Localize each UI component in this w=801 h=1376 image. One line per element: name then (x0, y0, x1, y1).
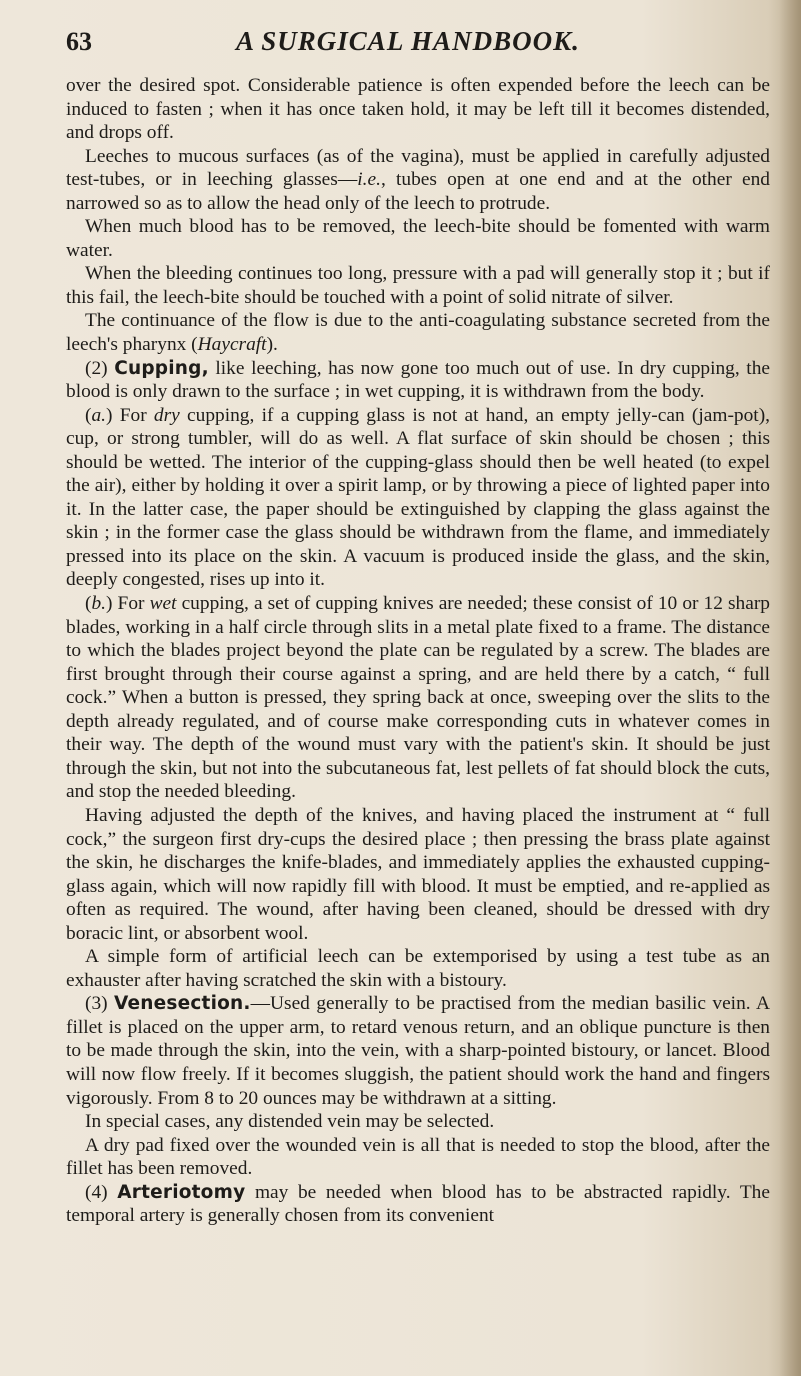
paragraph (66, 1134, 770, 1181)
paragraph (66, 592, 770, 804)
section-heading: Arteriotomy (117, 1181, 246, 1203)
text-run: ( (85, 593, 92, 615)
paragraph (66, 309, 770, 356)
paragraph (66, 262, 770, 309)
text-run: cupping, if a cupping glass is not at hand, an empty jelly-can (jam-pot), cup, or strong tumbler, will do as well. A flat surface of skin should be chosen ; this should be wetted. The interior of the cupping-glass should then be well heated (to expel the air), either by holding it over a spirit lamp, or by throwing a piece of lighted paper into it. In the latter case, the paper should be extinguished by clapping the glass against the skin ; in the former case the glass should be withdrawn from the flame, and immediately pressed into its place on the skin. A vacuum is produced inside the glass, and the skin, deeply congested, rises up into it. (66, 404, 770, 591)
italic-text: dry (153, 404, 180, 426)
paragraph (66, 945, 770, 992)
paragraph (66, 74, 770, 145)
page-number: 63 (66, 27, 92, 56)
text-run: ) For (106, 404, 154, 426)
text-run: over the desired spot. Considerable patience is often expended before the leech can be induced to fasten ; when it has once taken hold, it may be left till it becomes distended, and drops off. (66, 75, 770, 144)
book-title: A SURGICAL HANDBOOK. (236, 26, 580, 56)
paragraph (66, 804, 770, 945)
italic-text: a. (91, 404, 107, 426)
text-run: ( (85, 404, 92, 426)
text-run: Leeches to mucous surfaces (as of the vagina), must be applied in carefully adjusted test-tubes, or in leeching glasses— (66, 145, 770, 191)
running-head (66, 26, 775, 66)
text-run: (4) (85, 1181, 118, 1203)
page-edge-shadow (779, 0, 801, 1376)
italic-text: b. (91, 593, 107, 615)
italic-text: wet (149, 593, 177, 615)
paragraph (66, 1110, 770, 1134)
text-run: ) For (106, 593, 150, 615)
body-text (66, 74, 770, 1228)
text-run: like leeching, has now gone too much out of use. In dry cupping, the blood is only drawn to the surface ; in wet cupping, it is withdrawn from the body. (66, 357, 770, 403)
text-run: When the bleeding continues too long, pressure with a pad will generally stop it ; but if this fail, the leech-bite should be touched with a point of solid nitrate of silver. (66, 263, 770, 308)
text-run: (3) (85, 993, 115, 1015)
italic-text: Haycraft (197, 334, 267, 356)
text-run: (2) (85, 357, 115, 379)
text-run: The continuance of the flow is due to the anti-coagulating substance secreted from the leech's pharynx ( (66, 310, 770, 356)
text-run: Having adjusted the depth of the knives, and having placed the instrument at “ full cock,” the surgeon first dry-cups the desired place ; then pressing the brass plate against the skin, he discharges the knife-blades, and immediately applies the exhausted cupping-glass again, which will now rapidly fill with blood. It must be emptied, and re-applied as often as required. The wound, after having been cleaned, should be dressed with dry boracic lint, or absorbent wool. (66, 804, 770, 944)
paragraph (66, 357, 770, 404)
section-heading: Venesection. (114, 993, 251, 1015)
paragraph (66, 145, 770, 216)
text-run: —Used generally to be practised from the median basilic vein. A fillet is placed on the upper arm, to retard venous return, and an oblique puncture is then to be made through the skin, into the vein, with a sharp-pointed bistoury, or lancet. Blood will now flow freely. If it becomes sluggish, the patient should work the hand and fingers vigorously. From 8 to 20 ounces may be withdrawn at a sitting. (66, 993, 770, 1109)
section-heading: Cupping, (114, 357, 209, 379)
text-run: , tubes open at one end and at the other end narrowed so as to allow the head only of the leech to protrude. (66, 169, 770, 214)
text-run: cupping, a set of cupping knives are needed; these consist of 10 or 12 sharp blades, working in a half circle through slits in a metal plate fixed to a frame. The distance to which the blades project beyond the plate can be regulated by a screw. The blades are first brought through their course against a spring, and are held there by a catch, “ full cock.” When a button is pressed, they spring back at once, sweeping over the slits to the depth already regulated, and of course make corresponding cuts in whatever comes in their way. The depth of the wound must vary with the patient's skin. It should be just through the skin, but not into the subcutaneous fat, lest pellets of fat should block the cuts, and stop the needed bleeding. (66, 593, 771, 803)
paragraph (66, 404, 770, 592)
paragraph (66, 1181, 770, 1228)
text-run: may be needed when blood has to be abstracted rapidly. The temporal artery is generally chosen from its convenient (66, 1181, 770, 1227)
text-run: A dry pad fixed over the wounded vein is all that is needed to stop the blood, after the fillet has been removed. (66, 1134, 770, 1180)
italic-text: i.e. (357, 169, 381, 191)
paragraph (66, 992, 770, 1110)
text-run: When much blood has to be removed, the leech-bite should be fomented with warm water. (66, 216, 770, 261)
paragraph (66, 215, 770, 262)
text-run: ). (266, 334, 278, 356)
text-run: In special cases, any distended vein may be selected. (85, 1111, 495, 1133)
text-run: A simple form of artificial leech can be extemporised by using a test tube as an exhauster after having scratched the skin with a bistoury. (66, 946, 770, 991)
